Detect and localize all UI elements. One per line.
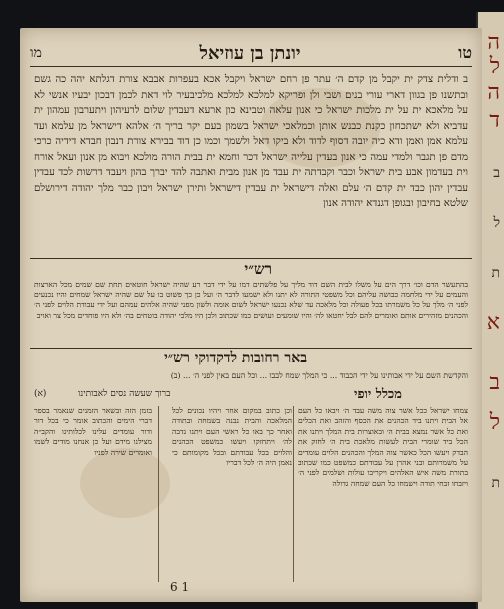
facing-page-fragment: ה (487, 80, 500, 105)
facing-page-fragment: ת (491, 475, 500, 491)
targum-main-text: ב ודלית צדק ית יקבל מן קדם ה׳ עתר פן רחם ישראל ויקבל אכא בעפרות אבבא צורת דגלתא יהה כה גשם ובתשנו פן בגוון דארי עורי בנים ושבי ולן ופריקא למלכא למלכא מלכיבעיר לוי דאת לכמן דבכון יבעיו אנשי לא על מלאכא ית על ית מלכות ישראל כי אנון עלאה וטבינא כון ארעא דעבדין שלום לרעיהון ויתערבון עמהון ית עדביא ולא ישתכחון כקנת כבנש אותן וכמלאכי ישראל בשמון בעם יקר בריך ה׳ אלהא דישראל מן עלמא ועד עלמא אמן ואמן ודא כיה יובה דסוף לדוד ולא ביקו דאל ולשמך וכמו כן דוד בבירא צורת דנבון חבדא דידיה כרכי מדם פן תגבר ולמדי עמה כי אנון בעדין עלייה ישראל דכר וחמא ית בבית הורה מולכא ויבוא מן אנון ועאל אורח וית בעדמון אבע בית ישראל וכבר וקבדתה ית עבד מן אנון מבית ואתבה להד יברך בהון ויעבד דרשות לכד עבדין עבדין יהון כבד ית קדם ה׳ עלם ואלה דישראל ית עבדין דישראל ותירן ישראל ויבון כבר מלך יהודה דירושלם שלטא בחיבון ובגופן דגנדא יהודה אנון (34, 74, 468, 209)
mikhlal-yofi-heading: מכלל יופי (354, 387, 402, 402)
commentary-column-middle: וכן כתוב במקום אחר ויהיו נכונים לכל המלאכה והבית נבנה בשמחה ובתודה ואחר כך באו כל ראשי העם ויתנו נדבה לה׳ ויתחזקו ויעשו כמשפט הכהנים והלוים בכל עבודתם ובכל מקומותם כי נאמן היה ה׳ לכל דבריו (172, 406, 292, 468)
commentary-column-left: בזמן הזה ובשאר הזמנים שנאמר בספר דברי הימים והכתוב אומר כי בכל דור ודור עומדים עלינו לכלותינו והקב״ה מצילנו מידם ועל כן אנחנו מודים לשמו ואומרים שירה לפניו (34, 406, 152, 457)
facing-page-fragment: ל (489, 54, 500, 79)
page-footer: 6 1 (170, 580, 190, 594)
facing-page-fragment: ה (487, 30, 500, 55)
column-divider (293, 406, 294, 582)
facing-page-fragment: ל (493, 215, 500, 231)
section-rule (30, 348, 472, 349)
left-subheading-marker: (א) (34, 389, 47, 399)
rashi-commentary: בהתעשר הדם וכו׳ דרך הים על משלו לבית השם דוד מליך על פלשתים דמו על ידי דבר רע שהיה ישראל חוטאים תחת שם שמים מכל הארצות והעמים על ידי מלחמה כבושה עליהם וכל משפטי התורה לא יתנו ולא ישמעו לדבר ה׳ ועל כן כך פשוט בו על שם שהיה ישראל שמחים והיו נכנעים לפני ה׳ מלך על כל משמרתו בכל פעולה וכל מלאכה עד שלא נכנעו ישראל לשום אומה ולשון מפני שהיה אלהים עמהם ועל ידי עבודת הלוים לפני ה׳ והכהנים מזהירים אותם ואומרים להם לבל יחטאו לה׳ והיו שומעים ועושים כמו שכתוב ולכן היו מלכי יהודה בוטחים בה׳ ולא היו פוחדים מכל צר ואויב (34, 280, 468, 320)
commentary-line: והקדשת השם על ידי אבותינו על ידי הכבוד ... כי המלך שמח לבבו ... וכל העם באין לפני ה׳ ... (ב) (170, 371, 468, 380)
facing-page-fragment: א (486, 310, 500, 335)
page-number-left: מו (30, 44, 42, 61)
facing-page-fragment: ב (493, 165, 500, 181)
facing-page-fragment: ל (489, 410, 500, 435)
section-rule (30, 258, 472, 259)
commentary-column-right: צמחו ישראל ככל אשר צוה משה עבד ה׳ ויבאו כל העם אל הבית ויתנו ביד הכהנים את הכסף והזהב ואת הכלים ואת כל אשר נמצא בבית ה׳ ובאוצרות בית המלך ויתנו את הכל ביד שומרי הבית לעשות מלאכת בית ה׳ לחזק את הבדק ויעשו הכל כאשר צוה המלך והכהנים הלוים עומדים על משמרותם ובני אהרן על עבודתם כמשפט כמו שכתוב בתורת משה איש האלהים ויקריבו עולות ושלמים לפני ה׳ ויזבחו זבחי תודה וישמחו כל העם שמחה גדולה (298, 406, 468, 488)
running-title: יונתן בן עוזיאל (199, 42, 301, 64)
left-subheading: ברוך שעשה נסים לאבותינו (78, 389, 171, 399)
header-rule (30, 66, 472, 67)
column-divider (158, 406, 159, 582)
facing-page-fragment: ב (489, 370, 500, 395)
page-number-right: טו (458, 43, 472, 62)
facing-page-fragment: ד (489, 108, 500, 133)
rashi-heading: רש״י (244, 260, 272, 278)
page-header (30, 42, 472, 64)
commentary-heading: באר רחובות לדקדוקי רש״י (164, 350, 307, 366)
facing-page-fragment: ת (491, 265, 500, 281)
book-page (20, 28, 482, 602)
